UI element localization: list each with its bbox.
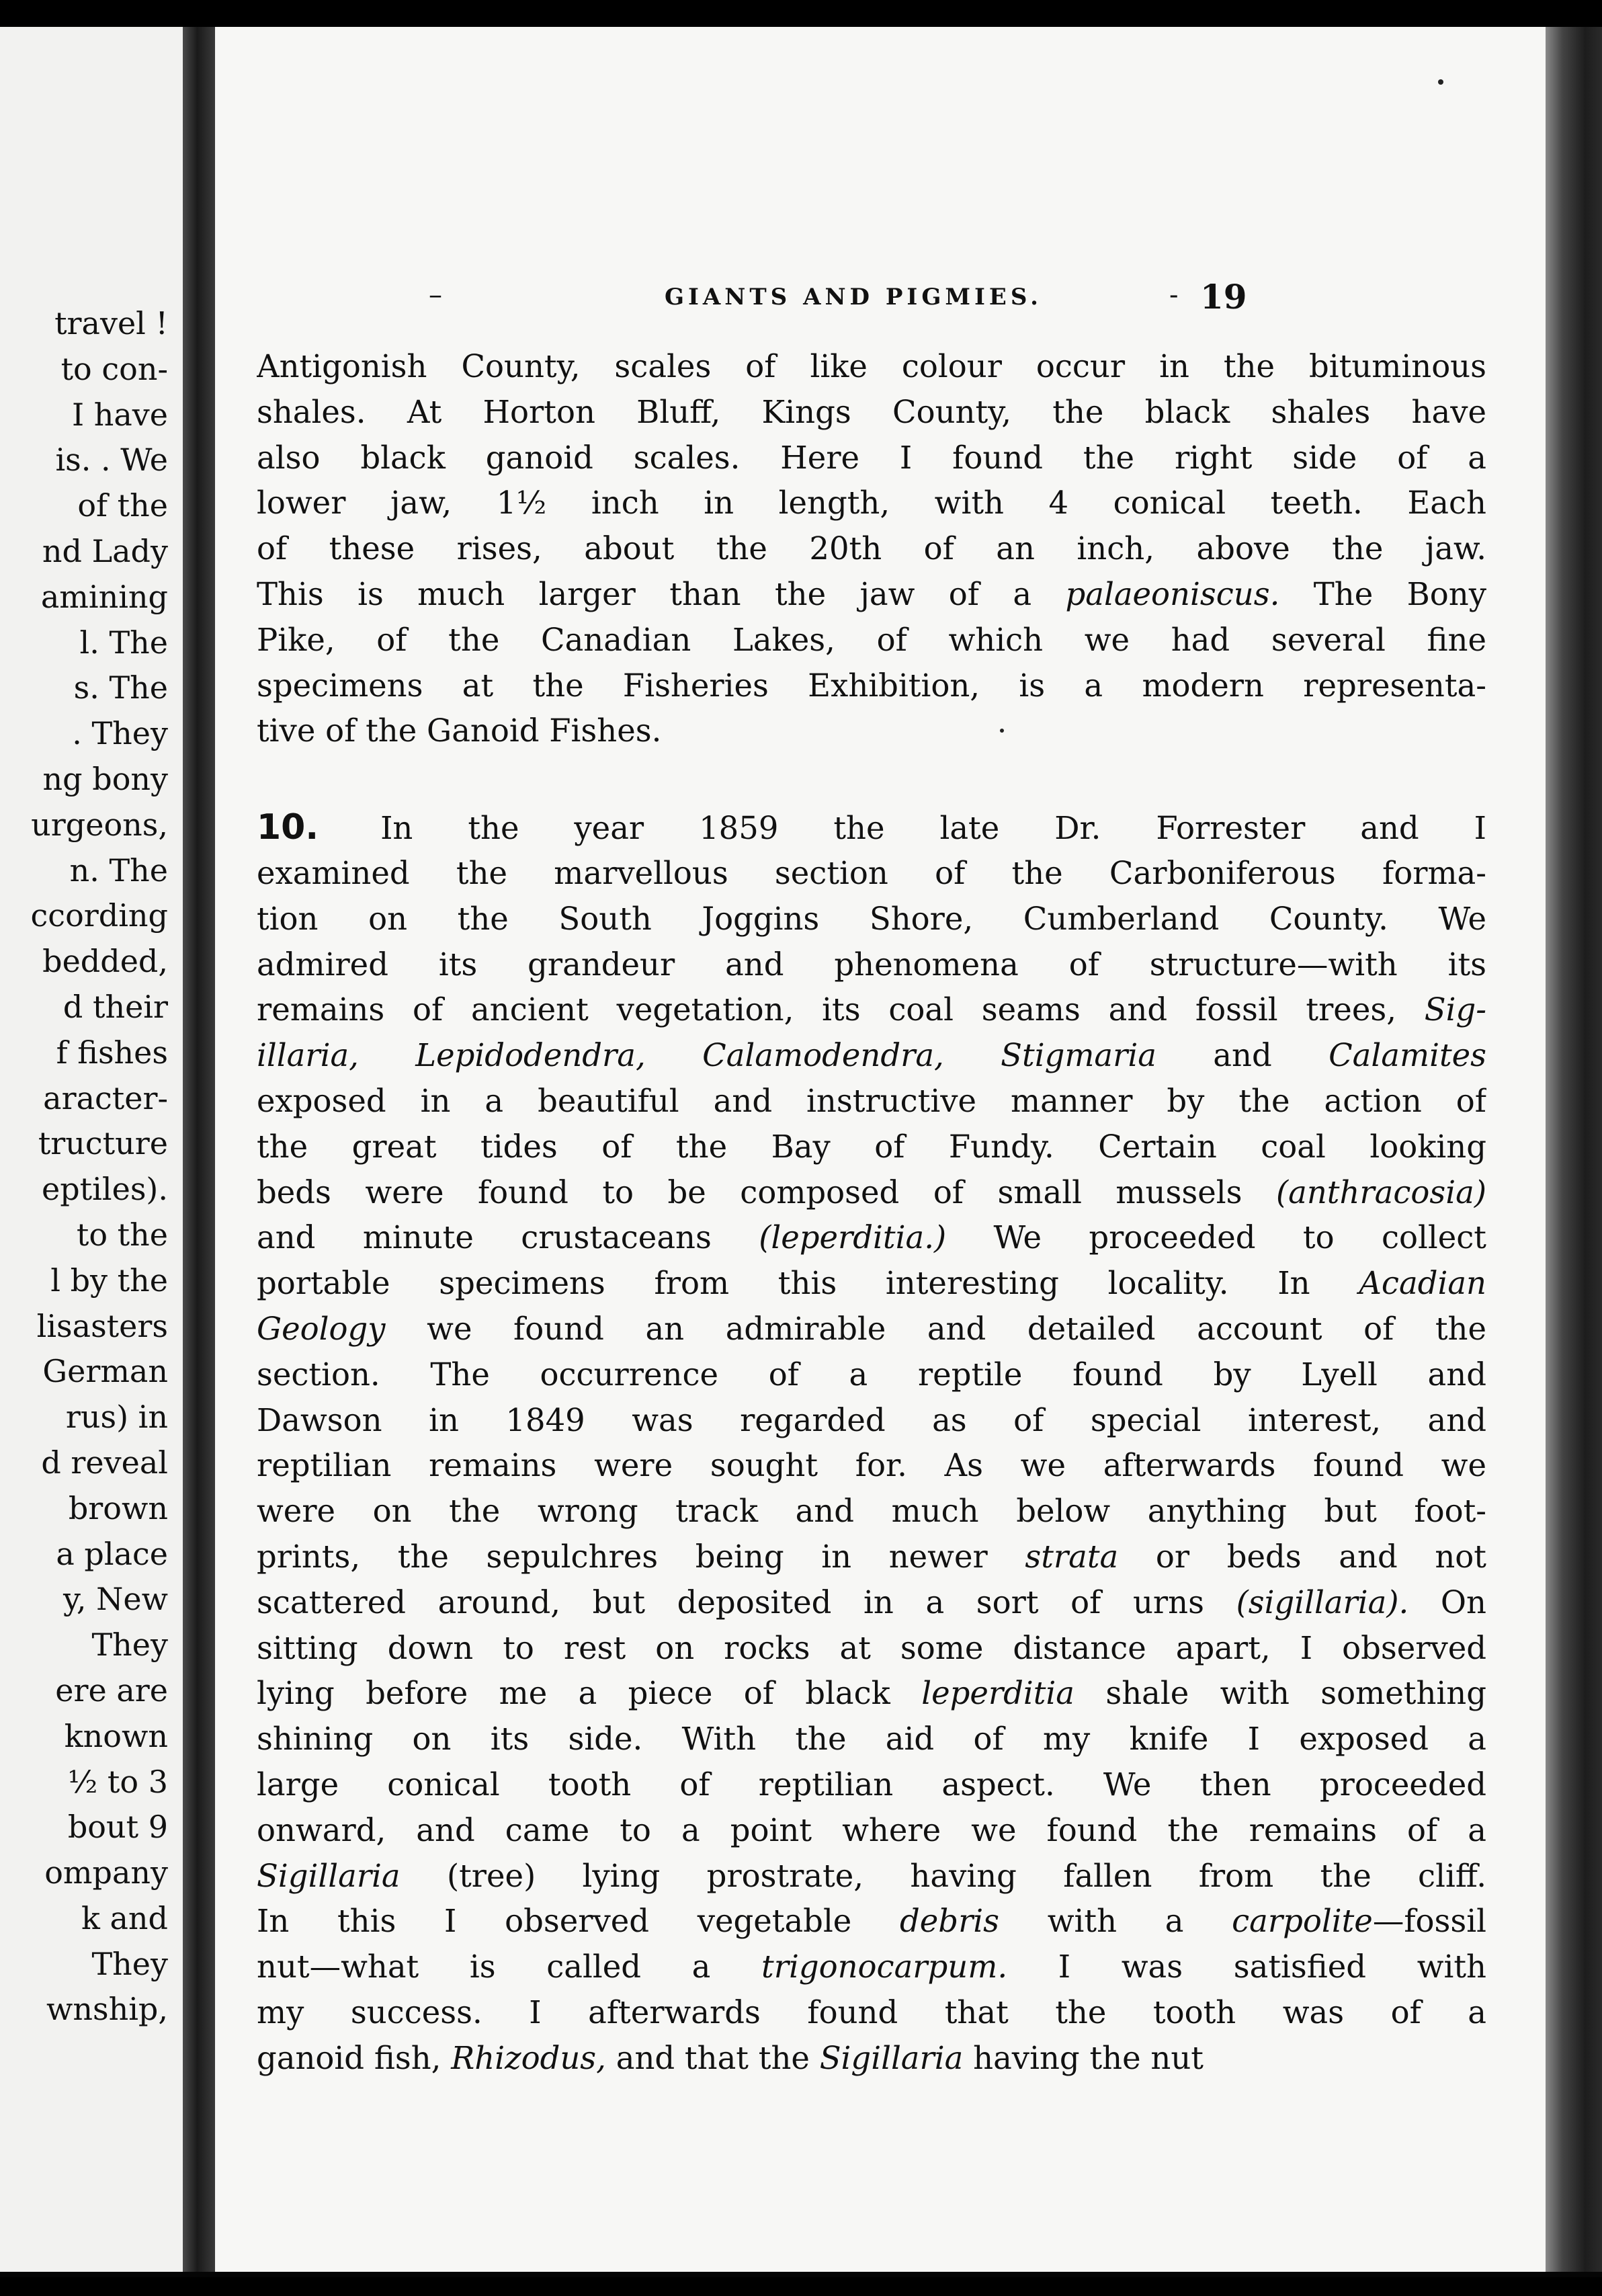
text-segment: (tree) lying prostrate, having fallen from the cliff. <box>400 1857 1486 1894</box>
text-segment: shale with something <box>1074 1675 1486 1712</box>
text-line <box>257 1990 1486 2036</box>
text-segment: of these rises, about the 20th of an inch, above the jaw. <box>257 530 1486 567</box>
text-line <box>257 1033 1486 1079</box>
text-segment: remains of ancient vegetation, its coal seams and fossil trees, <box>257 991 1425 1028</box>
scan-speck <box>1000 729 1004 733</box>
text-line <box>257 708 1486 754</box>
text-segment: section. The occurrence of a reptile found by Lyell and <box>257 1356 1486 1393</box>
text-segment: (anthracosia) <box>1275 1174 1486 1211</box>
text-segment: Geology <box>257 1310 386 1347</box>
text-segment: and <box>1156 1037 1329 1074</box>
text-segment: On <box>1408 1584 1486 1621</box>
text-line <box>257 1808 1486 1854</box>
text-segment: Sig- <box>1424 991 1486 1028</box>
header-tick: - <box>1169 280 1179 311</box>
text-segment: illaria, Lepidodendra, Calamodendra, Stigmaria <box>257 1037 1156 1074</box>
film-frame-bottom <box>0 2277 1602 2296</box>
text-segment: tive of the Ganoid Fishes. <box>257 712 662 749</box>
text-line <box>257 1899 1486 1944</box>
text-line <box>257 1398 1486 1444</box>
text-segment: Dawson in 1849 was regarded as of special interest, and <box>257 1401 1486 1438</box>
facing-page-line: d their <box>62 988 168 1025</box>
page-edge <box>1546 27 1602 2272</box>
facing-page-line: wnship, <box>46 1991 168 2028</box>
text-segment: tion on the South Joggins Shore, Cumberland County. We <box>257 900 1486 937</box>
text-segment: were on the wrong track and much below anything but foot- <box>257 1493 1486 1530</box>
text-segment: strata <box>1025 1538 1119 1575</box>
text-segment: palaeoniscus. <box>1065 575 1280 612</box>
text-line <box>257 1079 1486 1124</box>
running-title: GIANTS AND PIGMIES. <box>664 284 1042 311</box>
facing-page-line: to the <box>76 1216 168 1253</box>
facing-page-line: German <box>42 1353 168 1390</box>
text-segment: we found an admirable and detailed account of the <box>385 1310 1486 1347</box>
text-line <box>257 1307 1486 1352</box>
text-segment: beds were found to be composed of small mussels <box>257 1174 1276 1211</box>
header-dash: – <box>429 280 442 311</box>
section-number: 10. <box>257 807 319 848</box>
text-segment: leperditia <box>921 1675 1075 1712</box>
text-segment: In this I observed vegetable <box>257 1903 900 1940</box>
text-segment: The Bony <box>1279 575 1486 612</box>
facing-page-fragment <box>0 27 183 2272</box>
facing-page-line: l by the <box>50 1262 168 1299</box>
text-segment: sitting down to rest on rocks at some distance apart, I observed <box>257 1629 1486 1666</box>
text-line <box>257 1124 1486 1170</box>
text-segment: (leperditia.) <box>759 1219 947 1256</box>
text-segment: lying before me a piece of black <box>257 1675 922 1712</box>
facing-page-line: ompany <box>44 1854 168 1891</box>
text-line <box>257 1854 1486 1899</box>
facing-page-line: ng bony <box>42 760 168 797</box>
text-line <box>257 436 1486 481</box>
text-line <box>257 390 1486 436</box>
facing-page-line: travel ! <box>54 305 168 341</box>
text-segment: onward, and came to a point where we found the remains of a <box>257 1811 1486 1848</box>
text-segment: also black ganoid scales. Here I found the right side of a <box>257 439 1486 476</box>
text-line <box>257 1170 1486 1216</box>
facing-page-line: s. The <box>73 669 168 706</box>
facing-page-line: y, New <box>63 1581 168 1618</box>
text-line <box>257 481 1486 526</box>
text-segment: In the year 1859 the late Dr. Forrester and I <box>325 810 1486 847</box>
text-line <box>257 344 1486 390</box>
text-segment: —fossil <box>1372 1903 1486 1940</box>
text-segment: carpolite <box>1232 1903 1373 1940</box>
text-segment: Pike, of the Canadian Lakes, of which we had several fine <box>257 621 1486 658</box>
facing-page-line: l. The <box>79 624 168 661</box>
text-line <box>257 1261 1486 1307</box>
text-line <box>257 1944 1486 1990</box>
paragraph-1 <box>257 344 1486 754</box>
text-line <box>257 1443 1486 1489</box>
text-segment: We proceeded to collect <box>946 1219 1486 1256</box>
facing-page-line: to con- <box>60 350 168 387</box>
text-segment: and minute crustaceans <box>257 1219 759 1256</box>
page-header <box>215 277 1546 320</box>
text-line <box>257 1671 1486 1717</box>
text-segment: Rhizodus, <box>451 2039 606 2076</box>
paragraph-gap <box>257 754 1486 805</box>
facing-page-line: rus) in <box>65 1399 168 1436</box>
facing-page-line: lisasters <box>36 1307 168 1344</box>
page-body <box>257 344 1486 2081</box>
text-segment: trigonocarpum. <box>761 1949 1008 1985</box>
text-segment: Antigonish County, scales of like colour occur in the bituminous <box>257 348 1486 384</box>
text-segment: exposed in a beautiful and instructive manner by the action of <box>257 1082 1486 1119</box>
text-line <box>257 618 1486 663</box>
facing-page-line: I have <box>71 396 168 433</box>
text-segment: debris <box>900 1903 1000 1940</box>
facing-page-line: of the <box>77 487 168 524</box>
text-line <box>257 1534 1486 1580</box>
text-segment: specimens at the Fisheries Exhibition, is a modern representa- <box>257 667 1486 704</box>
text-segment: I was satisfied with <box>1007 1949 1486 1985</box>
text-segment: examined the marvellous section of the Carboniferous forma- <box>257 854 1486 891</box>
facing-page-line: a place <box>56 1535 168 1572</box>
text-segment: Calamites <box>1329 1037 1486 1074</box>
book-page <box>215 27 1546 2272</box>
text-segment: Acadian <box>1359 1265 1486 1302</box>
text-segment: the great tides of the Bay of Fundy. Certain coal looking <box>257 1128 1486 1165</box>
text-segment: scattered around, but deposited in a sort of urns <box>257 1584 1236 1621</box>
facing-page-line: nd Lady <box>42 532 168 569</box>
text-segment: and that the <box>605 2039 820 2076</box>
text-segment: large conical tooth of reptilian aspect. We then proceeded <box>257 1766 1486 1803</box>
page-number: 19 <box>1200 277 1247 317</box>
text-segment: reptilian remains were sought for. As we afterwards found we <box>257 1447 1486 1484</box>
text-line <box>257 805 1486 851</box>
text-segment: my success. I afterwards found that the tooth was of a <box>257 1994 1486 2031</box>
facing-page-line: ccording <box>30 897 168 934</box>
text-line <box>257 942 1486 988</box>
text-line <box>257 851 1486 897</box>
text-segment: shales. At Horton Bluff, Kings County, the black shales have <box>257 393 1486 430</box>
text-segment: having the nut <box>963 2039 1204 2076</box>
facing-page-line: d reveal <box>41 1444 168 1481</box>
text-line <box>257 1762 1486 1808</box>
facing-page-line: k and <box>81 1899 168 1936</box>
text-segment: ganoid fish, <box>257 2039 452 2076</box>
text-segment: admired its grandeur and phenomena of structure—with its <box>257 946 1486 983</box>
text-segment: nut—what is called a <box>257 1949 762 1985</box>
text-line <box>257 1580 1486 1626</box>
text-line <box>257 663 1486 709</box>
facing-page-line: amining <box>40 578 168 615</box>
text-line <box>257 1489 1486 1534</box>
text-segment: Sigillaria <box>819 2039 964 2076</box>
facing-page-text <box>31 301 168 2033</box>
facing-page-line: . They <box>72 715 168 752</box>
text-line <box>257 1215 1486 1261</box>
facing-page-line: brown <box>68 1489 168 1526</box>
facing-page-line: f fishes <box>56 1034 168 1071</box>
text-segment: with a <box>999 1903 1232 1940</box>
text-line <box>257 1626 1486 1672</box>
facing-page-line: n. The <box>69 852 168 889</box>
text-segment: This is much larger than the jaw of a <box>257 575 1066 612</box>
text-line <box>257 987 1486 1033</box>
text-segment: portable specimens from this interesting locality. In <box>257 1265 1359 1302</box>
facing-page-line: known <box>64 1717 168 1754</box>
facing-page-line: is. . We <box>55 442 168 479</box>
text-line <box>257 526 1486 572</box>
scan-speck <box>1438 79 1443 85</box>
facing-page-line: aracter- <box>43 1079 168 1116</box>
facing-page-line: ere are <box>55 1672 168 1709</box>
text-segment: shining on its side. With the aid of my knife I exposed a <box>257 1721 1486 1758</box>
facing-page-line: bedded, <box>42 943 168 980</box>
text-line <box>257 897 1486 942</box>
paragraph-2 <box>257 805 1486 2081</box>
facing-page-line: They <box>91 1945 168 1982</box>
text-segment: (sigillaria). <box>1236 1584 1409 1621</box>
facing-page-line: bout 9 <box>67 1809 168 1846</box>
text-line <box>257 1352 1486 1398</box>
facing-page-line: ½ to 3 <box>67 1763 168 1800</box>
text-segment: or beds and not <box>1118 1538 1486 1575</box>
facing-page-line: They <box>91 1627 168 1664</box>
text-line <box>257 572 1486 618</box>
book-gutter <box>183 27 215 2272</box>
text-segment: prints, the sepulchres being in newer <box>257 1538 1025 1575</box>
text-segment: Sigillaria <box>257 1857 400 1894</box>
text-line <box>257 1717 1486 1762</box>
facing-page-line: urgeons, <box>31 806 168 843</box>
text-line <box>257 2036 1486 2082</box>
facing-page-line: tructure <box>38 1125 168 1162</box>
facing-page-line: eptiles). <box>42 1171 168 1208</box>
text-segment: lower jaw, 1½ inch in length, with 4 conical teeth. Each <box>257 485 1486 522</box>
